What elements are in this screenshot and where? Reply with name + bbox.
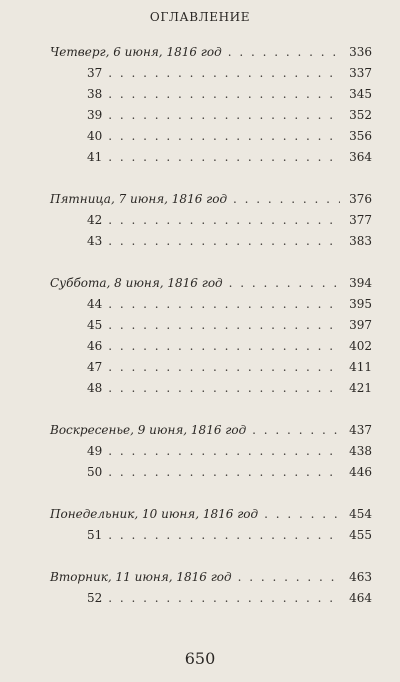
toc-chapter-row (50, 126, 372, 147)
dot-leader (108, 357, 340, 378)
dot-leader (229, 273, 340, 294)
toc-chapter-row (50, 588, 372, 609)
dot-leader (108, 84, 340, 105)
dot-leader (228, 42, 340, 63)
section-spacer (50, 399, 372, 420)
page-number: 402 (349, 339, 372, 353)
toc-chapter-row (50, 525, 372, 546)
toc-chapter-row (50, 378, 372, 399)
chapter-number: 47 (87, 360, 103, 374)
section-spacer (50, 252, 372, 273)
toc-section-heading (50, 189, 372, 210)
dot-leader (238, 567, 340, 588)
chapter-number: 49 (87, 444, 103, 458)
dot-leader (108, 462, 340, 483)
dot-leader (108, 525, 340, 546)
table-of-contents (50, 42, 372, 609)
toc-section (50, 567, 372, 609)
toc-chapter-row (50, 63, 372, 84)
toc-chapter-row (50, 105, 372, 126)
toc-chapter-row (50, 441, 372, 462)
dot-leader (108, 441, 340, 462)
page-number: 395 (349, 297, 372, 311)
toc-chapter-row (50, 294, 372, 315)
chapter-number: 39 (87, 108, 103, 122)
chapter-number: 51 (87, 528, 103, 542)
chapter-number: 44 (87, 297, 103, 311)
page-number: 438 (349, 444, 372, 458)
dot-leader (108, 588, 340, 609)
dot-leader (108, 105, 340, 126)
section-title: Суббота, 8 июня, 1816 год (50, 276, 223, 290)
page-number: 337 (349, 66, 372, 80)
dot-leader (108, 378, 340, 399)
dot-leader (108, 126, 340, 147)
dot-leader (108, 147, 340, 168)
page-number: 377 (349, 213, 372, 227)
chapter-number: 48 (87, 381, 103, 395)
chapter-number: 50 (87, 465, 103, 479)
chapter-number: 42 (87, 213, 103, 227)
section-title: Вторник, 11 июня, 1816 год (50, 570, 232, 584)
toc-chapter-row (50, 357, 372, 378)
toc-chapter-row (50, 336, 372, 357)
chapter-number: 41 (87, 150, 103, 164)
dot-leader (108, 210, 340, 231)
toc-section (50, 273, 372, 399)
toc-chapter-row (50, 315, 372, 336)
toc-section-heading (50, 273, 372, 294)
dot-leader (252, 420, 340, 441)
section-title: Понедельник, 10 июня, 1816 год (50, 507, 259, 521)
section-title: Четверг, 6 июня, 1816 год (50, 45, 222, 59)
dot-leader (233, 189, 340, 210)
page-number: 437 (349, 423, 372, 437)
page-number: 356 (349, 129, 372, 143)
toc-section-heading (50, 504, 372, 525)
section-spacer (50, 546, 372, 567)
page-number: 364 (349, 150, 372, 164)
toc-section (50, 189, 372, 252)
toc-chapter-row (50, 84, 372, 105)
page-number: 411 (349, 360, 372, 374)
dot-leader (108, 63, 340, 84)
section-spacer (50, 483, 372, 504)
toc-section (50, 420, 372, 483)
dot-leader (264, 504, 340, 525)
chapter-number: 37 (87, 66, 103, 80)
toc-chapter-row (50, 210, 372, 231)
toc-section (50, 42, 372, 168)
page-number: 463 (349, 570, 372, 584)
chapter-number: 40 (87, 129, 103, 143)
toc-chapter-row (50, 462, 372, 483)
dot-leader (108, 315, 340, 336)
dot-leader (108, 231, 340, 252)
section-title: Пятница, 7 июня, 1816 год (50, 192, 228, 206)
page-number: 394 (349, 276, 372, 290)
page-number: 336 (349, 45, 372, 59)
section-title: Воскресенье, 9 июня, 1816 год (50, 423, 247, 437)
dot-leader (108, 294, 340, 315)
page-number: 376 (349, 192, 372, 206)
chapter-number: 46 (87, 339, 103, 353)
page-number: 345 (349, 87, 372, 101)
dot-leader (108, 336, 340, 357)
page-number: 421 (349, 381, 372, 395)
toc-chapter-row (50, 147, 372, 168)
chapter-number: 45 (87, 318, 103, 332)
chapter-number: 52 (87, 591, 103, 605)
page-number: 352 (349, 108, 372, 122)
toc-section (50, 504, 372, 546)
toc-section-heading (50, 42, 372, 63)
page-number: 383 (349, 234, 372, 248)
page-number: 464 (349, 591, 372, 605)
section-spacer (50, 168, 372, 189)
page-number: 446 (349, 465, 372, 479)
toc-section-heading (50, 567, 372, 588)
page-number: 454 (349, 507, 372, 521)
chapter-number: 38 (87, 87, 103, 101)
page-number: 455 (349, 528, 372, 542)
toc-chapter-row (50, 231, 372, 252)
chapter-number: 43 (87, 234, 103, 248)
page-number: 397 (349, 318, 372, 332)
page-header: ОГЛАВЛЕНИЕ (149, 10, 251, 24)
page-footer-number: 650 (184, 649, 216, 668)
toc-section-heading (50, 420, 372, 441)
